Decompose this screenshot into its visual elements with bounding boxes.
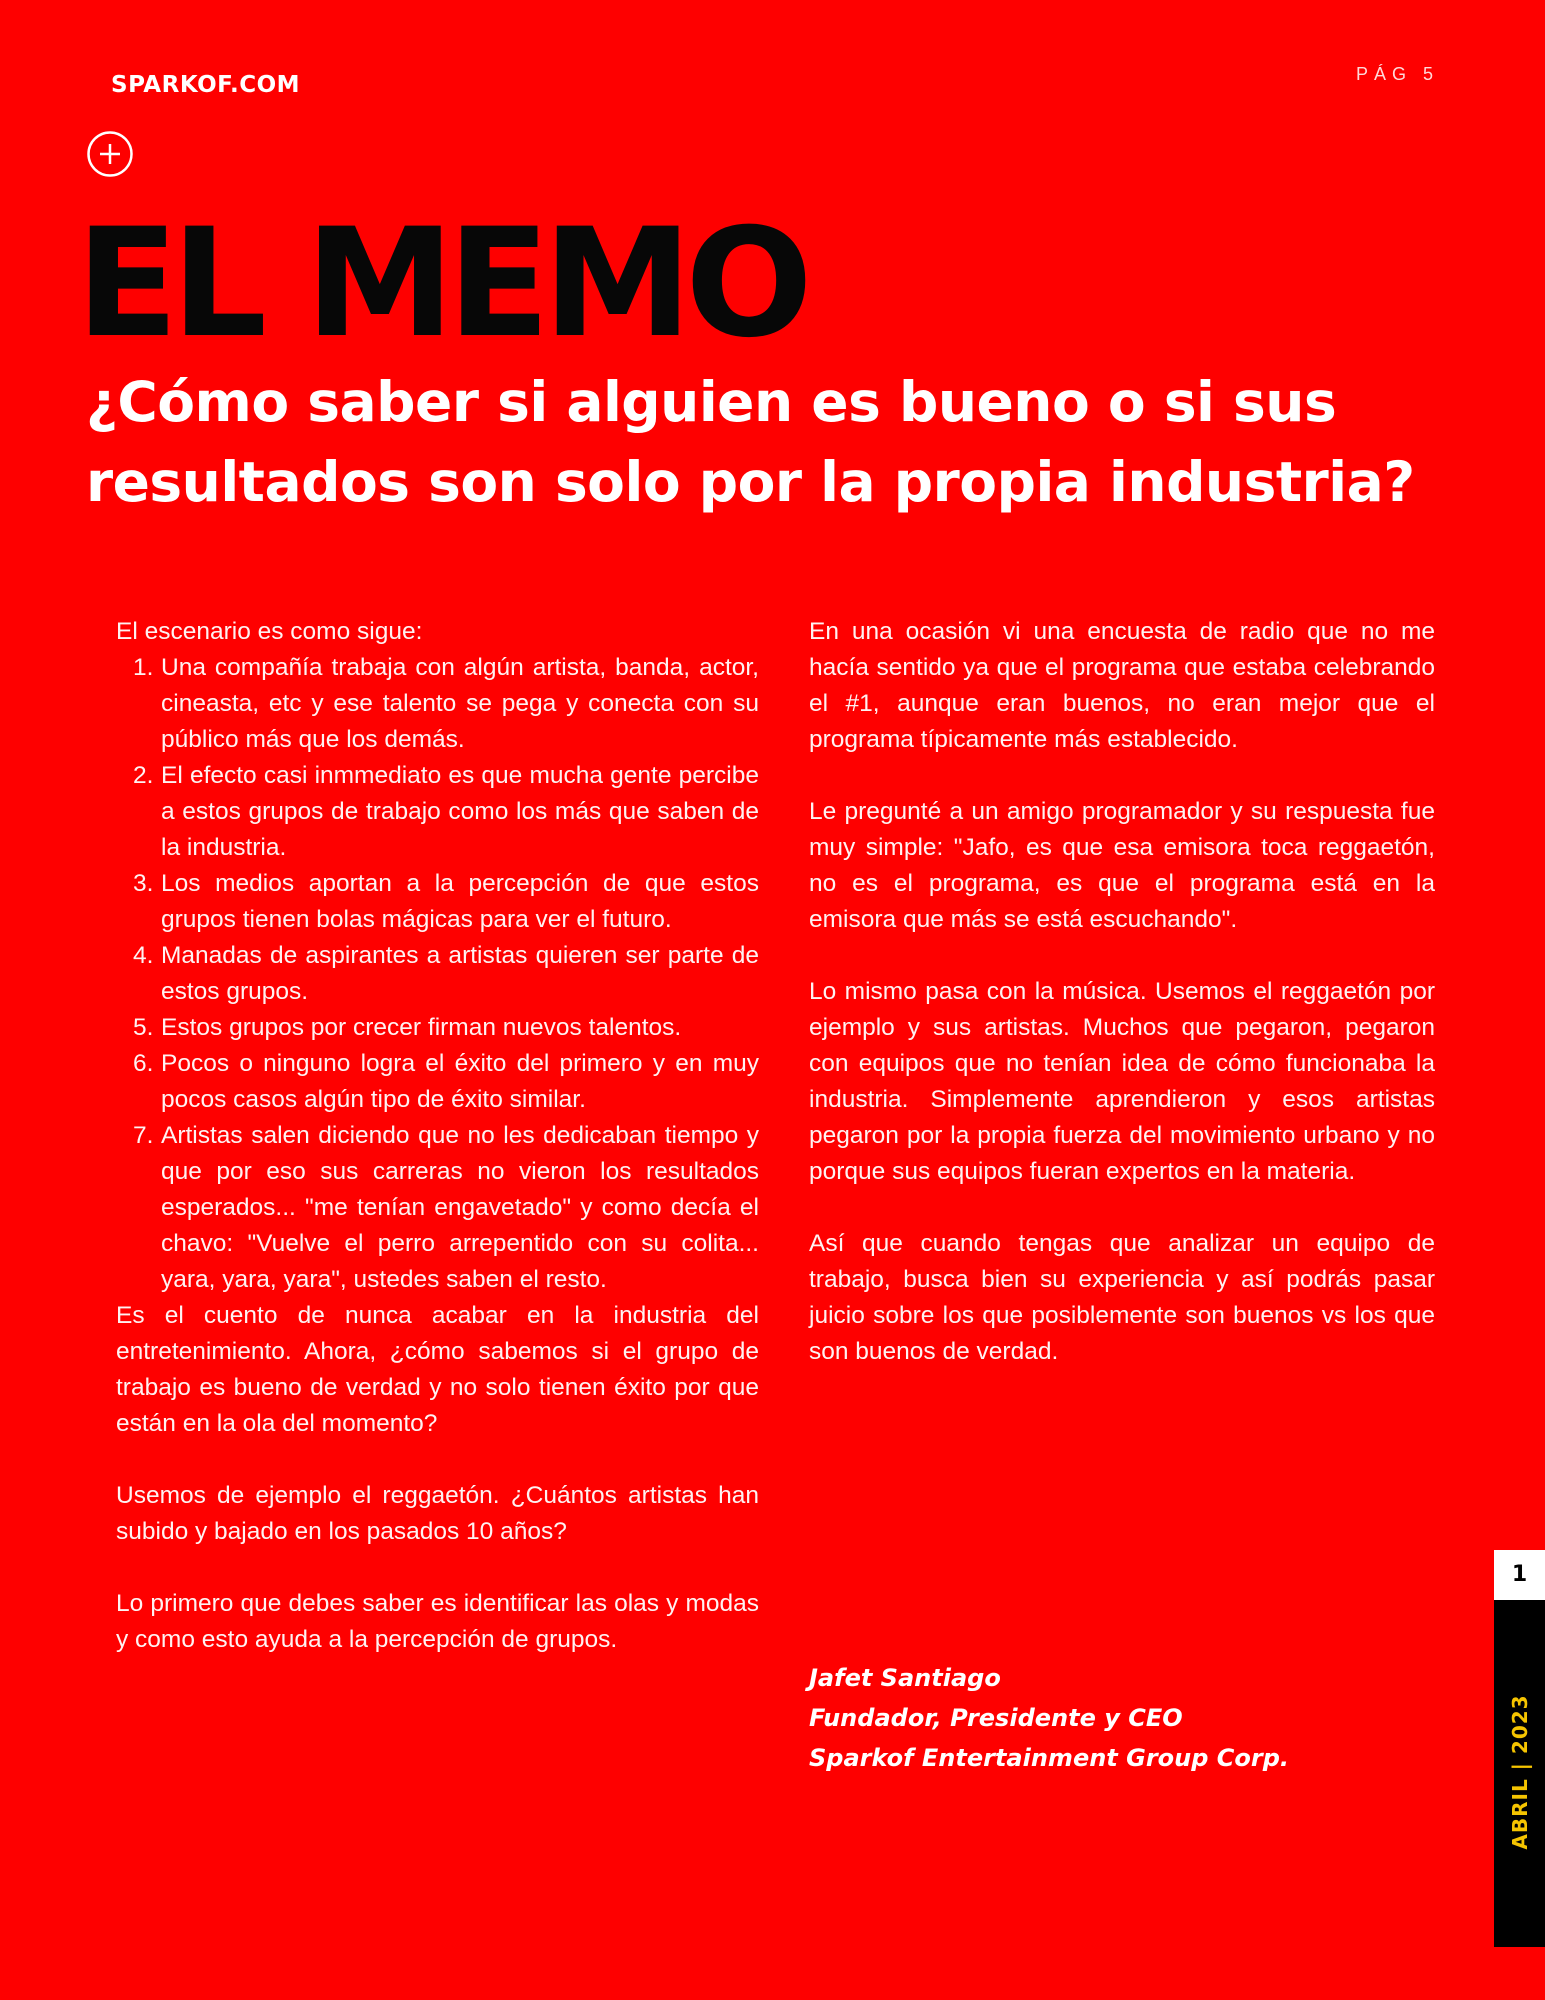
author-company: Sparkof Entertainment Group Corp. — [809, 1744, 1290, 1772]
paragraph: En una ocasión vi una encuesta de radio que no me hacía sentido ya que el programa que estaba celebrando el #1, aunque eran buenos, no eran mejor que el programa típicamente más establecido. — [809, 618, 1435, 753]
intro-text: El escenario es como sigue: — [116, 618, 423, 645]
issue-date: ABRIL | 2023 — [1507, 1694, 1532, 1850]
plus-circle-icon — [87, 131, 133, 177]
page-title: EL MEMO — [76, 197, 806, 371]
paragraph: Es el cuento de nunca acabar en la industria del entretenimiento. Ahora, ¿cómo sabemos si el grupo de trabajo es bueno de verdad y no solo tienen éxito por que están en la ola del momento? — [116, 1302, 759, 1437]
steps-list — [116, 650, 759, 1298]
site-name: SPARKOF.COM — [111, 72, 301, 98]
list-item: Estos grupos por crecer firman nuevos talentos. — [161, 1014, 682, 1041]
list-item: Manadas de aspirantes a artistas quieren ser parte de estos grupos. — [161, 942, 759, 1005]
author-role: Fundador, Presidente y CEO — [809, 1704, 1183, 1732]
signature-block — [809, 1658, 1289, 1778]
paragraph: Usemos de ejemplo el reggaetón. ¿Cuántos artistas han subido y bajado en los pasados 10 años? — [116, 1482, 759, 1545]
side-date-strip — [1494, 1600, 1545, 1947]
list-item: Pocos o ninguno logra el éxito del primero y en muy pocos casos algún tipo de éxito similar. — [161, 1050, 759, 1113]
page-number-tab: 1 — [1494, 1550, 1545, 1600]
list-item: Artistas salen diciendo que no les dedicaban tiempo y que por eso sus carreras no vieron los resultados esperados... "me tenían engavetado" y como decía el chavo: "Vuelve el perro arrepentido con su colita... yara, yara, yara", ustedes saben el resto. — [161, 1122, 759, 1293]
list-item: El efecto casi inmmediato es que mucha gente percibe a estos grupos de trabajo como los más que saben de la industria. — [161, 762, 759, 861]
page-label: PÁG 5 — [1356, 64, 1440, 84]
author-name: Jafet Santiago — [809, 1664, 1001, 1692]
paragraph: Lo primero que debes saber es identificar las olas y modas y como esto ayuda a la percepción de grupos. — [116, 1590, 759, 1653]
list-item: Una compañía trabaja con algún artista, banda, actor, cineasta, etc y ese talento se pega y conecta con su público más que los demás. — [161, 654, 759, 753]
paragraph: Lo mismo pasa con la música. Usemos el reggaetón por ejemplo y sus artistas. Muchos que pegaron, pegaron con equipos que no tenían idea de cómo funcionaba la industria. Simplemente aprendieron y esos artistas pegaron por la propia fuerza del movimiento urbano y no porque sus equipos fueran expertos en la materia. — [809, 978, 1435, 1185]
article-subtitle: ¿Cómo saber si alguien es bueno o si sus resultados son solo por la propia industria? — [86, 370, 1415, 514]
left-column — [116, 614, 759, 1658]
paragraph: Así que cuando tengas que analizar un equipo de trabajo, busca bien su experiencia y así podrás pasar juicio sobre los que posiblemente son buenos vs los que son buenos de verdad. — [809, 1230, 1435, 1365]
paragraph: Le pregunté a un amigo programador y su respuesta fue muy simple: "Jafo, es que esa emisora toca reggaetón, no es el programa, es que el programa está en la emisora que más se está escuchando". — [809, 798, 1435, 933]
list-item: Los medios aportan a la percepción de que estos grupos tienen bolas mágicas para ver el futuro. — [161, 870, 759, 933]
right-column — [809, 614, 1435, 1370]
